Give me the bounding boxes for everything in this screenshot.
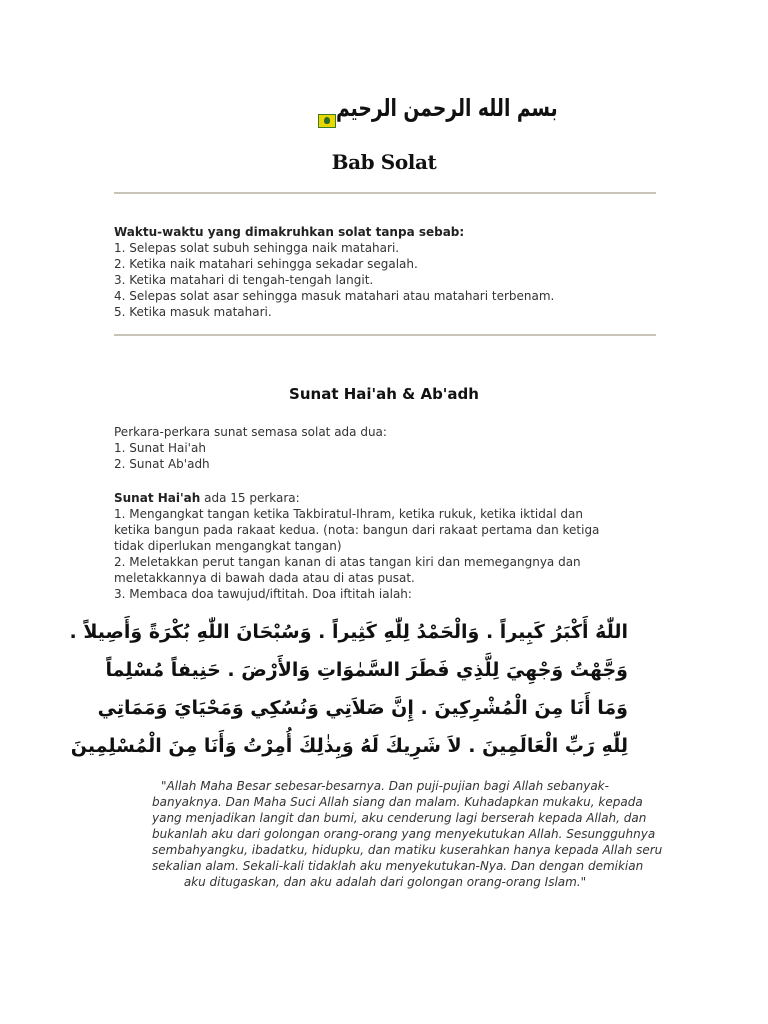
list-item: 2. Meletakkan perut tangan kanan di atas tangan kiri dan memegangnya dan	[114, 555, 581, 569]
arabic-line: اللّٰهُ أَكْبَرُ كَبِيراً . وَالْحَمْدُ لِلّٰهِ كَثِيراً . وَسُبْحَانَ اللّٰهِ بُكْرَةً وَأَصِيلاً .	[69, 621, 628, 643]
translation-line: bukanlah aku dari golongan orang-orang yang menyekutukan Allah. Sesungguhnya	[152, 827, 656, 841]
translation-line: "Allah Maha Besar sebesar-besarnya. Dan puji-pujian bagi Allah sebanyak-	[161, 779, 609, 793]
makruh-times-section	[114, 224, 659, 320]
ornament-icon	[318, 114, 336, 128]
arabic-line: لِلّٰهِ رَبِّ الْعَالَمِينَ . لاَ شَرِيكَ لَهُ وَبِذٰلِكَ أُمِرْتُ وَأَنَا مِنَ الْمُسْلِمِينَ	[70, 735, 628, 757]
translation-line: banyaknya. Dan Maha Suci Allah siang dan malam. Kuhadapkan mukaku, kepada	[152, 795, 643, 809]
divider	[114, 192, 656, 194]
list-item: 4. Selepas solat asar sehingga masuk matahari atau matahari terbenam.	[114, 289, 555, 303]
list-item: ketika bangun pada rakaat kedua. (nota: bangun dari rakaat pertama dan ketiga	[114, 523, 600, 537]
arabic-line: وَجَّهْتُ وَجْهِيَ لِلَّذِي فَطَرَ السَّمٰوَاتِ وَالأَرْضَ . حَنِيفاً مُسْلِماً	[105, 659, 628, 681]
makruh-heading: Waktu-waktu yang dimakruhkan solat tanpa sebab:	[114, 225, 465, 239]
sunat-haiah-section	[114, 490, 659, 602]
list-item: 2. Ketika naik matahari sehingga sekadar segalah.	[114, 257, 418, 271]
section-title: Sunat Hai'ah & Ab'adh	[289, 385, 479, 403]
list-item: 5. Ketika masuk matahari.	[114, 305, 272, 319]
haiah-label: Sunat Hai'ah	[114, 491, 201, 505]
list-item: meletakkannya di bawah dada atau di atas pusat.	[114, 571, 415, 585]
list-item: 1. Selepas solat subuh sehingga naik matahari.	[114, 241, 400, 255]
page-title: Bab Solat	[331, 150, 437, 174]
doa-translation	[152, 778, 663, 890]
bismillah-text: بسم الله الرحمن الرحيم	[336, 94, 558, 122]
translation-line: aku ditugaskan, dan aku adalah dari golongan orang-orang Islam."	[183, 875, 587, 889]
list-item: 3. Membaca doa tawujud/iftitah. Doa iftitah ialah:	[114, 587, 412, 601]
intro-text: Perkara-perkara sunat semasa solat ada dua:	[114, 425, 387, 439]
list-item: 1. Sunat Hai'ah	[114, 441, 206, 455]
translation-line: sembahyangku, ibadatku, hidupku, dan matiku kuserahkan hanya kepada Allah seru	[152, 843, 663, 857]
bismillah-calligraphy	[318, 94, 558, 134]
doa-iftitah-arabic	[69, 613, 628, 771]
sunat-intro	[114, 424, 659, 472]
haiah-count: ada 15 perkara:	[200, 491, 300, 505]
list-item: 3. Ketika matahari di tengah-tengah langit.	[114, 273, 374, 287]
divider	[114, 334, 656, 336]
arabic-line: وَمَا أَنَا مِنَ الْمُشْرِكِينَ . إِنَّ صَلاَتِي وَنُسُكِي وَمَحْيَايَ وَمَمَاتِي	[97, 697, 628, 719]
list-item: tidak diperlukan mengangkat tangan)	[114, 539, 342, 553]
translation-line: sekalian alam. Sekali-kali tidaklah aku menyekutukan-Nya. Dan dengan demikian	[152, 859, 644, 873]
list-item: 1. Mengangkat tangan ketika Takbiratul-Ihram, ketika rukuk, ketika iktidal dan	[114, 507, 583, 521]
translation-line: yang menjadikan langit dan bumi, aku cenderung lagi berserah kepada Allah, dan	[152, 811, 647, 825]
list-item: 2. Sunat Ab'adh	[114, 457, 210, 471]
